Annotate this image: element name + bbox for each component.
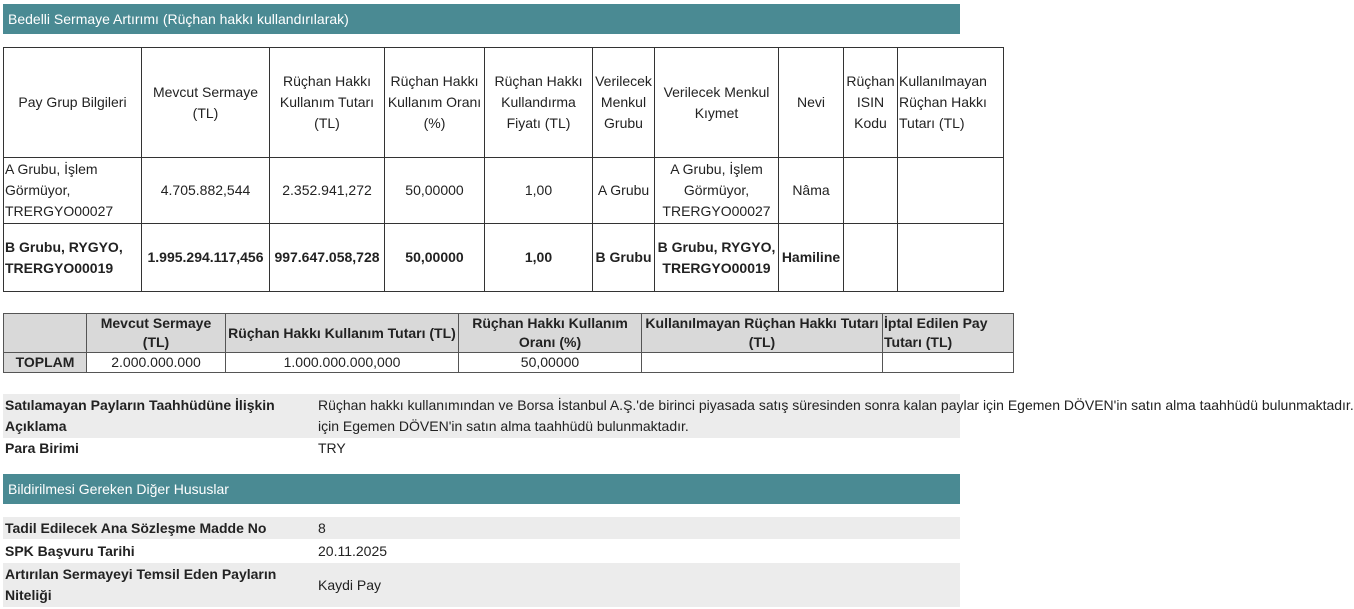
price-cell: 1,00 xyxy=(485,158,593,224)
total-rate: 50,00000 xyxy=(459,353,642,373)
rate-cell: 50,00000 xyxy=(385,224,485,292)
unused-cell xyxy=(898,158,1004,224)
table-header-row xyxy=(4,48,1004,158)
nevi-cell: Nâma xyxy=(779,158,844,224)
totals-label: TOPLAM xyxy=(4,353,87,373)
rate-cell: 50,00000 xyxy=(385,158,485,224)
col-header: Rüçhan Hakkı Kullanım Tutarı (TL) xyxy=(270,48,385,158)
satilamayan-row xyxy=(3,394,1354,438)
isin-cell xyxy=(844,224,898,292)
totals-header-row xyxy=(4,314,1014,353)
menkul-kiymet-cell: B Grubu, RYGYO, TRERGYO00019 xyxy=(655,224,779,292)
col-header: Mevcut Sermaye (TL) xyxy=(142,48,270,158)
total-unused xyxy=(642,353,883,373)
isin-cell xyxy=(844,158,898,224)
unused-cell xyxy=(898,224,1004,292)
table-row xyxy=(4,224,1004,292)
amount-cell: 997.647.058,728 xyxy=(270,224,385,292)
col-header: Rüçhan Hakkı Kullanım Tutarı (TL) xyxy=(226,314,459,353)
nitelik-value: Kaydi Pay xyxy=(318,577,382,593)
para-birimi-value: TRY xyxy=(318,440,346,456)
spk-label: SPK Başvuru Tarihi xyxy=(5,543,135,559)
total-amount: 1.000.000.000,000 xyxy=(226,353,459,373)
satilamayan-value: Rüçhan hakkı kullanımından ve Borsa İstanbul A.Ş.'de birinci piyasada satış süresinden sonra kalan paylar için Egemen DÖVEN'in satın alma taahhüdü bulunmaktadır. için Egemen DÖVEN'in satın alma taahhüdü bulunmaktadır. xyxy=(318,397,1354,434)
madde-value: 8 xyxy=(318,520,326,536)
capital-cell: 1.995.294.117,456 xyxy=(142,224,270,292)
totals-row xyxy=(4,353,1014,373)
capital-cell: 4.705.882,544 xyxy=(142,158,270,224)
total-cancelled xyxy=(883,353,1014,373)
share-group-table xyxy=(3,47,1004,292)
col-header: Pay Grup Bilgileri xyxy=(4,48,142,158)
col-header: Verilecek Menkul Kıymet xyxy=(655,48,779,158)
amount-cell: 2.352.941,272 xyxy=(270,158,385,224)
col-header: İptal Edilen Pay Tutarı (TL) xyxy=(883,314,1014,353)
menkul-kiymet-cell: A Grubu, İşlem Görmüyor, TRERGYO00027 xyxy=(655,158,779,224)
totals-table xyxy=(3,313,1014,373)
col-header: Mevcut Sermaye (TL) xyxy=(87,314,226,353)
section-title: Bedelli Sermaye Artırımı (Rüçhan hakkı kullandırılarak) xyxy=(8,11,349,27)
menkul-grubu-cell: B Grubu xyxy=(593,224,655,292)
para-birimi-label: Para Birimi xyxy=(5,440,79,456)
nevi-cell: Hamiline xyxy=(779,224,844,292)
section-header-diger xyxy=(3,474,960,504)
para-birimi-row xyxy=(3,438,960,460)
col-header: Nevi xyxy=(779,48,844,158)
spk-row xyxy=(3,540,960,562)
col-header: Kullanılmayan Rüçhan Hakkı Tutarı (TL) xyxy=(642,314,883,353)
col-header: Rüçhan Hakkı Kullandırma Fiyatı (TL) xyxy=(485,48,593,158)
menkul-grubu-cell: A Grubu xyxy=(593,158,655,224)
col-header: Rüçhan Hakkı Kullanım Oranı (%) xyxy=(459,314,642,353)
totals-corner-cell xyxy=(4,314,87,353)
total-capital: 2.000.000.000 xyxy=(87,353,226,373)
nitelik-row xyxy=(3,563,960,607)
col-header: Rüçhan Hakkı Kullanım Oranı (%) xyxy=(385,48,485,158)
group-cell: B Grubu, RYGYO, TRERGYO00019 xyxy=(4,224,142,292)
section-header-bedelli xyxy=(3,4,960,34)
section-title: Bildirilmesi Gereken Diğer Hususlar xyxy=(8,481,229,497)
col-header: Verilecek Menkul Grubu xyxy=(593,48,655,158)
group-cell: A Grubu, İşlem Görmüyor, TRERGYO00027 xyxy=(4,158,142,224)
col-header: Rüçhan ISIN Kodu xyxy=(844,48,898,158)
nitelik-label: Artırılan Sermayeyi Temsil Eden Payların Niteliği xyxy=(5,566,277,603)
madde-row xyxy=(3,517,960,539)
col-header: Kullanılmayan Rüçhan Hakkı Tutarı (TL) xyxy=(898,48,1004,158)
spk-value: 20.11.2025 xyxy=(318,543,388,559)
table-row xyxy=(4,158,1004,224)
madde-label: Tadil Edilecek Ana Sözleşme Madde No xyxy=(5,520,267,536)
satilamayan-label: Satılamayan Payların Taahhüdüne İlişkin Açıklama xyxy=(5,397,275,434)
price-cell: 1,00 xyxy=(485,224,593,292)
